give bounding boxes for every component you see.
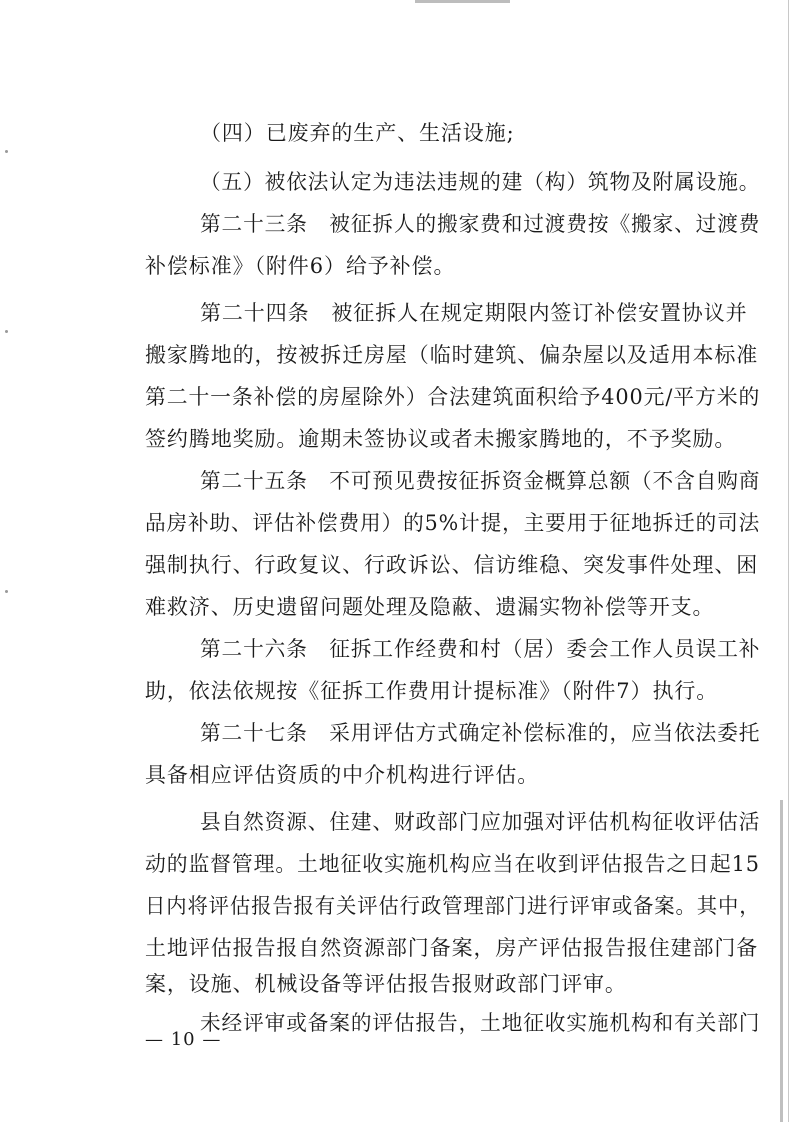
- text-line: 第二十五条 不可预见费按征拆资金概算总额（不含自购商: [200, 469, 761, 493]
- scan-artifact-top: [415, 0, 510, 3]
- text-line: （四）已废弃的生产、生活设施;: [200, 121, 515, 145]
- scan-artifact-dot: [5, 330, 8, 333]
- text-line: 强制执行、行政复议、行政诉讼、信访维稳、突发事件处理、困: [145, 553, 759, 577]
- text-line: 日内将评估报告报有关评估行政管理部门进行评审或备案。其中，: [145, 894, 761, 918]
- page-number: — 10 —: [145, 1029, 222, 1050]
- text-line: 补偿标准》（附件6）给予补偿。: [145, 254, 456, 278]
- scan-artifact-dot: [5, 590, 8, 593]
- text-line: （五）被依法认定为违法违规的建（构）筑物及附属设施。: [200, 170, 761, 194]
- scan-artifact-dot: [5, 150, 8, 153]
- scan-artifact-edge: [788, 0, 789, 1122]
- text-line: 动的监督管理。土地征收实施机构应当在收到评估报告之日起15: [145, 852, 760, 876]
- text-line: 搬家腾地的，按被拆迁房屋（临时建筑、偏杂屋以及适用本标准: [145, 343, 759, 367]
- text-line: 品房补助、评估补偿费用）的5%计提，主要用于征地拆迁的司法: [145, 511, 761, 535]
- text-line: 案，设施、机械设备等评估报告报财政部门评审。: [145, 972, 627, 996]
- text-line: 土地评估报告报自然资源部门备案，房产评估报告报住建部门备: [145, 936, 759, 960]
- text-line: 具备相应评估资质的中介机构进行评估。: [145, 763, 540, 787]
- text-line: 第二十六条 征拆工作经费和村（居）委会工作人员误工补: [200, 637, 761, 661]
- text-line: 第二十三条 被征拆人的搬家费和过渡费按《搬家、过渡费: [200, 212, 761, 236]
- text-line: 难救济、历史遗留问题处理及隐蔽、遗漏实物补偿等开支。: [145, 595, 715, 619]
- text-line: 签约腾地奖励。逾期未签协议或者未搬家腾地的，不予奖励。: [145, 427, 737, 451]
- text-line: 县自然资源、住建、财政部门应加强对评估机构征收评估活: [200, 810, 761, 834]
- text-line: 第二十一条补偿的房屋除外）合法建筑面积给予400元/平方米的: [145, 385, 761, 409]
- scan-artifact-edge-shadow: [780, 800, 783, 1122]
- text-line: 第二十四条 被征拆人在规定期限内签订补偿安置协议并: [200, 301, 748, 325]
- text-line: 未经评审或备案的评估报告，土地征收实施机构和有关部门: [200, 1011, 761, 1035]
- text-line: 助，依法依规按《征拆工作费用计提标准》（附件7）执行。: [145, 679, 719, 703]
- text-line: 第二十七条 采用评估方式确定补偿标准的，应当依法委托: [200, 721, 761, 745]
